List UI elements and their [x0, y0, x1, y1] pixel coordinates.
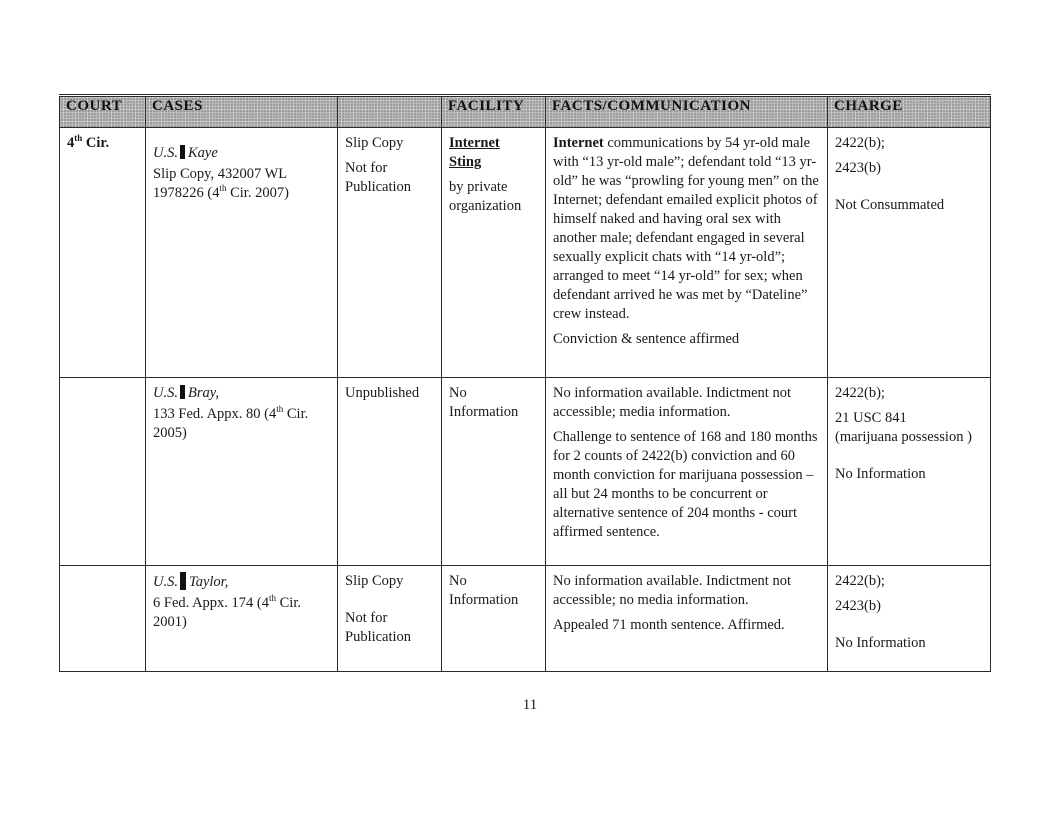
- case-name: U.S. Kaye: [153, 145, 218, 161]
- case-name: U.S. Bray,: [153, 385, 219, 401]
- cases-table: [59, 94, 991, 672]
- charge-code: 21 USC 841: [835, 410, 907, 426]
- charge-status: No Information: [835, 635, 926, 651]
- charge-status: No Information: [835, 466, 926, 482]
- charge-code: (marijuana possession ): [835, 429, 972, 445]
- publication-status: Slip Copy: [345, 135, 404, 151]
- charge-cell: [828, 128, 991, 378]
- facility-cell: [442, 378, 546, 566]
- header-charge: CHARGE: [828, 96, 991, 128]
- charge-cell: [828, 378, 991, 566]
- charge-status: Not Consummated: [835, 197, 945, 213]
- publication-cell: [338, 378, 442, 566]
- publication-note: Not for Publication: [345, 610, 412, 645]
- facts-text: No information available. Indictment not accessible; no media information.: [553, 573, 791, 608]
- facility-cell: [442, 128, 546, 378]
- publication-status: Unpublished: [345, 385, 420, 401]
- charge-cell: [828, 566, 991, 672]
- facility-detail: by private organization: [449, 179, 522, 214]
- facts-text: No information available. Indictment not accessible; media information.: [553, 385, 791, 420]
- court-cell: [60, 566, 146, 672]
- case-cell: [146, 378, 338, 566]
- header-cases: CASES: [146, 96, 338, 128]
- redaction-mark: [180, 385, 185, 399]
- table-row: [60, 566, 991, 672]
- page-number: 11: [522, 697, 538, 713]
- redaction-mark: [180, 145, 185, 159]
- table-row: [60, 128, 991, 378]
- charge-code: 2423(b): [835, 598, 881, 614]
- publication-cell: [338, 128, 442, 378]
- facts-detail: Challenge to sentence of 168 and 180 months for 2 counts of 2422(b) conviction and 60 month conviction for marijuana possession – all but 24 months to be concurrent or alternative sentence of 204 months - court affirmed sentence.: [553, 429, 818, 540]
- case-citation: 133 Fed. Appx. 80 (4th Cir. 2005): [153, 404, 309, 441]
- court-cell: [60, 378, 146, 566]
- table-row: [60, 378, 991, 566]
- facts-outcome: Conviction & sentence affirmed: [553, 331, 740, 347]
- header-blank: [338, 96, 442, 128]
- case-citation: Slip Copy, 432007 WL 1978226 (4th Cir. 2007): [153, 166, 289, 201]
- facility-info: No Information: [449, 385, 519, 420]
- header-facility: FACILITY: [442, 96, 546, 128]
- header-facts: FACTS/COMMUNICATION: [546, 96, 828, 128]
- case-citation: 6 Fed. Appx. 174 (4th Cir. 2001): [153, 593, 301, 630]
- header-court: COURT: [60, 96, 146, 128]
- case-name: U.S. Taylor,: [153, 574, 229, 590]
- facts-cell: [546, 566, 828, 672]
- charge-code: 2422(b);: [835, 135, 885, 151]
- court-cell: [60, 128, 146, 378]
- redaction-mark: [180, 572, 186, 590]
- publication-status: Slip Copy: [345, 573, 404, 589]
- facts-text: Internet communications by 54 yr-old male with “13 yr-old male”; defendant told “13 yr-old” he was “prowling for young men” on the Internet; defendant emailed explicit photos of himself naked and having oral sex with another male; defendant engaged in several sexually explicit chats with “14 yr-old”; arranged to meet “14 yr-old” for sex; when defendant arrived he was met by “Dateline” crew instead.: [553, 135, 819, 322]
- facts-cell: [546, 378, 828, 566]
- facility-cell: [442, 566, 546, 672]
- facility-info: No Information: [449, 573, 519, 608]
- header-row: [60, 96, 991, 128]
- court-name: 4th Cir.: [67, 133, 110, 151]
- facility-title: Internet Sting: [449, 135, 500, 170]
- charge-code: 2423(b): [835, 160, 881, 176]
- charge-code: 2422(b);: [835, 573, 885, 589]
- facts-cell: [546, 128, 828, 378]
- case-cell: [146, 128, 338, 378]
- publication-cell: [338, 566, 442, 672]
- publication-note: Not for Publication: [345, 160, 412, 195]
- facts-detail: Appealed 71 month sentence. Affirmed.: [553, 617, 785, 633]
- charge-code: 2422(b);: [835, 385, 885, 401]
- case-cell: [146, 566, 338, 672]
